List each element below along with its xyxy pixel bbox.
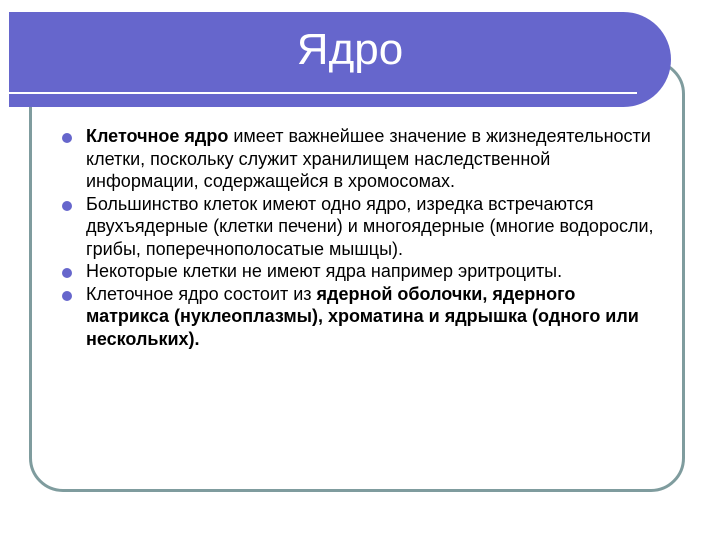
bullet-dot-icon	[62, 201, 72, 211]
bullet-text-bold: ядерной оболочки, ядерного матрикса (нуклеоплазмы), хроматина и ядрышка (одного или нескольких).	[86, 283, 639, 349]
bullet-text: Некоторые клетки не имеют ядра например эритроциты.	[86, 261, 563, 281]
bullet-text-bold: Клеточное ядро	[86, 126, 229, 146]
bullet-dot-icon	[62, 291, 72, 301]
title-underline	[9, 92, 637, 94]
bullet-item	[62, 283, 662, 351]
bullet-text: Клеточное ядро состоит из	[86, 283, 317, 304]
bullet-dot-icon	[62, 133, 72, 143]
bullet-item	[62, 260, 662, 283]
bullet-item	[62, 193, 662, 261]
bullet-text: имеет важнейшее значение в жизнедеятельности клетки, поскольку служит хранилищем наследственной информации, содержащейся в хромосомах.	[86, 126, 651, 191]
slide-title-text: Ядро	[296, 25, 404, 74]
bullet-item	[62, 125, 662, 193]
slide-title	[9, 22, 671, 78]
bullet-list	[62, 125, 662, 350]
bullet-text: Большинство клеток имеют одно ядро, изредка встречаются двухъядерные (клетки печени) и многоядерные (многие водоросли, грибы, поперечнополосатые мышцы).	[86, 193, 654, 259]
bullet-dot-icon	[62, 268, 72, 278]
